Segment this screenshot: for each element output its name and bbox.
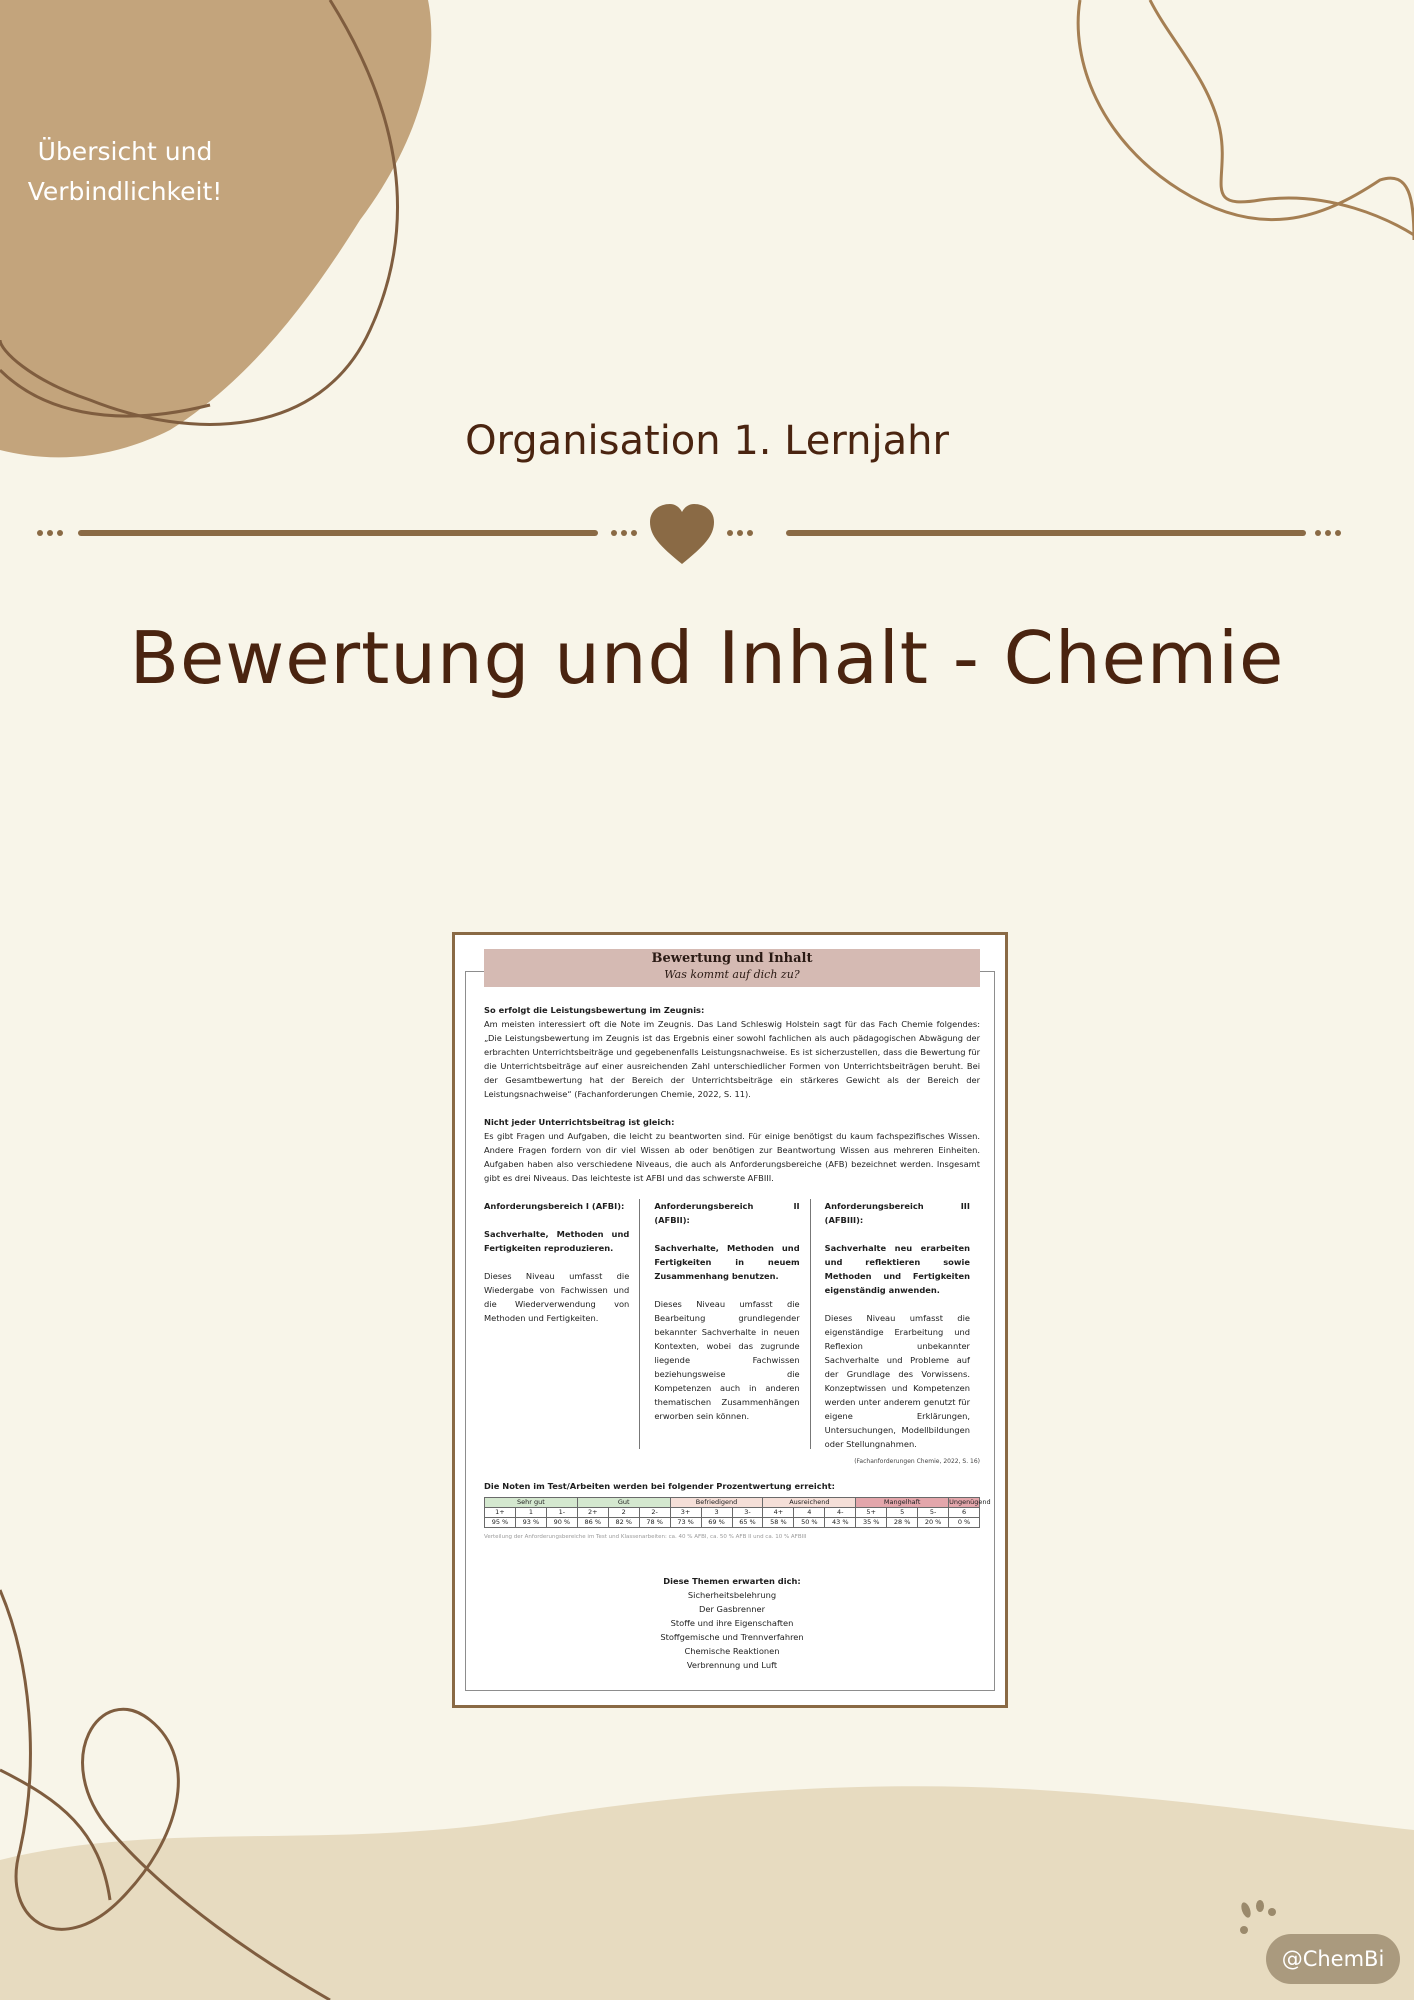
- document-body: [484, 1003, 991, 1672]
- grade-percent-cell: 28 %: [887, 1518, 918, 1528]
- grade-mark-cell: 4-: [825, 1508, 856, 1518]
- document-subtitle: Was kommt auf dich zu?: [664, 968, 800, 981]
- top-right-line-2: [1150, 0, 1414, 235]
- top-right-line: [1078, 0, 1414, 240]
- topic-item: Verbrennung und Luft: [686, 1660, 778, 1670]
- section2-text: Es gibt Fragen und Aufgaben, die leicht zu beantworten sind. Für einige benötigst du kaum fachspezifisches Wissen. Andere Fragen fordern von dir viel Wissen ab oder benötigen zur Beantwortung Wissen aus mehreren Einheiten. Aufgaben haben also verschiedene Niveaus, die auch als Anforderungsbereiche (AFB) bezeichnet werden. Insgesamt gibt es drei Niveaus. Das leichteste ist AFBI und das schwerste AFBIII.: [484, 1131, 980, 1183]
- grade-groups-row: [485, 1498, 980, 1508]
- grade-mark-cell: 3+: [670, 1508, 701, 1518]
- tag-text: [10, 132, 240, 212]
- grade-group-cell: Sehr gut: [485, 1498, 578, 1508]
- document-header: [484, 949, 980, 987]
- grade-group-cell: Mangelhaft: [856, 1498, 949, 1508]
- topic-item: Stoffe und ihre Eigenschaften: [670, 1618, 794, 1628]
- grade-percent-cell: 35 %: [856, 1518, 887, 1528]
- grade-percent-cell: 86 %: [577, 1518, 608, 1528]
- grade-mark-cell: 1: [515, 1508, 546, 1518]
- grade-percent-cell: 95 %: [485, 1518, 516, 1528]
- grade-percent-cell: 82 %: [608, 1518, 639, 1528]
- afb-heading: Anforderungsbereich III (AFBIII):: [824, 1201, 970, 1225]
- topic-item: Chemische Reaktionen: [684, 1646, 780, 1656]
- grade-mark-cell: 2-: [639, 1508, 670, 1518]
- afb-text: Dieses Niveau umfasst die Wiedergabe von Fachwissen und die Wiederverwendung von Methoden und Fertigkeiten.: [484, 1271, 630, 1323]
- document-preview: [452, 932, 1008, 1708]
- grade-mark-cell: 1+: [485, 1508, 516, 1518]
- afb-column-2: [639, 1199, 809, 1449]
- tag-line-2: Verbindlichkeit!: [27, 177, 223, 206]
- grades-title: Die Noten im Test/Arbeiten werden bei folgender Prozentwertung erreicht:: [484, 1481, 835, 1491]
- grade-percent-cell: 50 %: [794, 1518, 825, 1528]
- afb-column-1: [484, 1199, 639, 1449]
- grade-percent-cell: 69 %: [701, 1518, 732, 1528]
- columns-source: (Fachanforderungen Chemie, 2022, S. 16): [854, 1458, 980, 1465]
- grade-mark-cell: 4: [794, 1508, 825, 1518]
- afb-summary: Sachverhalte, Methoden und Fertigkeiten in neuem Zusammenhang benutzen.: [654, 1243, 800, 1281]
- afb-heading: Anforderungsbereich I (AFBI):: [484, 1201, 625, 1211]
- grade-mark-cell: 2+: [577, 1508, 608, 1518]
- section1-text: Am meisten interessiert oft die Note im Zeugnis. Das Land Schleswig Holstein sagt für das Fach Chemie folgendes: „Die Leistungsbewertung im Zeugnis ist das Ergebnis einer sowohl fachlichen als auch pädagogischen Abwägung der erbrachten Unterrichtsbeiträge und gegebenenfalls Leistungsnachweise. Es ist sicherzustellen, dass die Bewertung für die Unterrichtsbeiträge auf einer ausreichenden Zahl unterschiedlicher Formen von Unterrichtsbeiträgen beruht. Bei der Gesamtbewertung hat der Bereich der Unterrichtsbeiträge ein stärkeres Gewicht als der Bereich der Leistungsnachweise“ (Fachanforderungen Chemie, 2022, S. 11).: [484, 1019, 980, 1099]
- grade-mark-cell: 1-: [546, 1508, 577, 1518]
- grade-percent-cell: 90 %: [546, 1518, 577, 1528]
- heart-divider: [30, 500, 1384, 570]
- grade-group-cell: Ausreichend: [763, 1498, 856, 1508]
- afb-text: Dieses Niveau umfasst die eigenständige Erarbeitung und Reflexion unbekannter Sachverhalte und Probleme auf der Grundlage des Vorwissens. Konzeptwissen und Kompetenzen werden unter anderem genutzt für eigene Erklärungen, Untersuchungen, Modellbildungen oder Stellungnahmen.: [824, 1313, 970, 1449]
- grade-percent-cell: 73 %: [670, 1518, 701, 1528]
- topics: [484, 1574, 980, 1672]
- grade-percent-cell: 0 %: [949, 1518, 980, 1528]
- afb-summary: Sachverhalte neu erarbeiten und reflektieren sowie Methoden und Fertigkeiten eigenständig anwenden.: [824, 1243, 970, 1295]
- afb-summary: Sachverhalte, Methoden und Fertigkeiten reproduzieren.: [484, 1229, 630, 1253]
- topic-item: Sicherheitsbelehrung: [687, 1590, 777, 1600]
- grade-percent-cell: 58 %: [763, 1518, 794, 1528]
- grade-percent-cell: 78 %: [639, 1518, 670, 1528]
- grade-mark-cell: 3: [701, 1508, 732, 1518]
- heart-icon: [650, 504, 714, 564]
- grade-mark-cell: 6: [949, 1508, 980, 1518]
- grade-mark-cell: 4+: [763, 1508, 794, 1518]
- grade-group-cell: Gut: [577, 1498, 670, 1508]
- grade-mark-cell: 5+: [856, 1508, 887, 1518]
- author-handle: @ChemBi: [1266, 1934, 1400, 1984]
- distribution-note: Verteilung der Anforderungsbereiche im Test und Klassenarbeiten: ca. 40 % AFBI, ca. 50 % AFB II und ca. 10 % AFBIII: [484, 1534, 807, 1540]
- afb-columns: [484, 1199, 980, 1449]
- grade-mark-cell: 5: [887, 1508, 918, 1518]
- grade-percent-cell: 43 %: [825, 1518, 856, 1528]
- document-title: Bewertung und Inhalt: [651, 951, 813, 966]
- section2-title: Nicht jeder Unterrichtsbeitrag ist gleich:: [484, 1117, 675, 1127]
- topic-item: Der Gasbrenner: [698, 1604, 765, 1614]
- afb-text: Dieses Niveau umfasst die Bearbeitung grundlegender bekannter Sachverhalte in neuen Kontexten, wobei das zugrunde liegende Fachwissen beziehungsweise die Kompetenzen auch in anderen thematischen Zusammenhängen erworben sein können.: [654, 1299, 800, 1421]
- tag-line-1: Übersicht und: [37, 137, 213, 166]
- afb-heading: Anforderungsbereich II (AFBII):: [654, 1201, 800, 1225]
- grades-table: [484, 1497, 991, 1528]
- subtitle: Organisation 1. Lernjahr: [465, 418, 949, 464]
- grade-group-cell: Befriedigend: [670, 1498, 763, 1508]
- grade-marks-row: [485, 1508, 980, 1518]
- bottom-wave: [0, 1786, 1414, 2000]
- grade-percent-cell: 65 %: [732, 1518, 763, 1528]
- afb-column-3: [810, 1199, 980, 1449]
- page-title: Bewertung und Inhalt - Chemie: [129, 616, 1285, 700]
- grade-mark-cell: 5-: [918, 1508, 949, 1518]
- grade-percent-cell: 20 %: [918, 1518, 949, 1528]
- topic-item: Stoffgemische und Trennverfahren: [660, 1632, 804, 1642]
- grade-group-cell: Ungenügend: [949, 1498, 991, 1506]
- grade-mark-cell: 3-: [732, 1508, 763, 1518]
- grade-percents-row: [485, 1518, 980, 1528]
- topics-title: Diese Themen erwarten dich:: [663, 1576, 801, 1586]
- grade-percent-cell: 93 %: [515, 1518, 546, 1528]
- section1-title: So erfolgt die Leistungsbewertung im Zeugnis:: [484, 1005, 705, 1015]
- grade-mark-cell: 2: [608, 1508, 639, 1518]
